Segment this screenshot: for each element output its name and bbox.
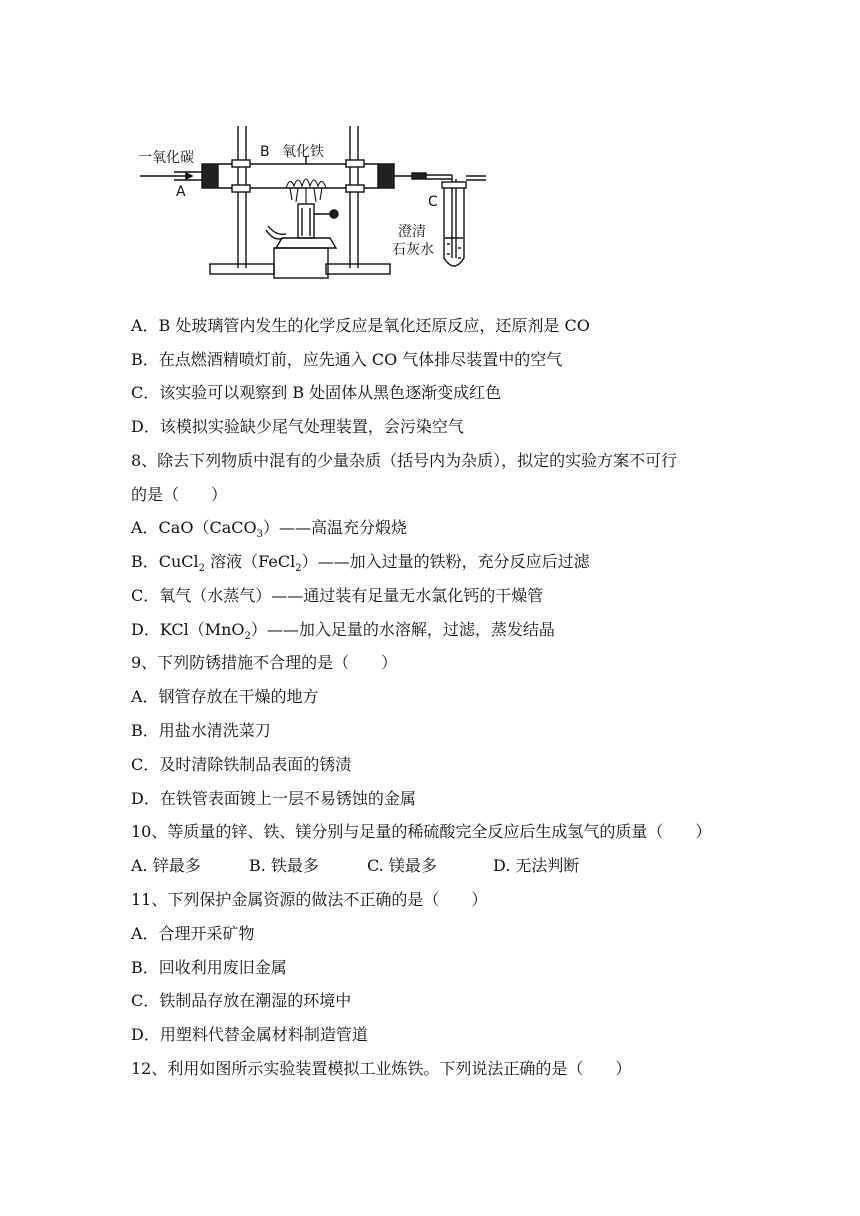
q11-option-d: D．用塑料代替金属材料制造管道 (131, 1025, 368, 1044)
q7-option-a: A．B 处玻璃管内发生的化学反应是氧化还原反应，还原剂是 CO (131, 316, 590, 335)
q8-option-b-sub2: 2 (295, 563, 302, 575)
q10-option-c: C. 镁最多 (367, 856, 437, 875)
q11-stem: 11、下列保护金属资源的做法不正确的是（ ） (131, 890, 488, 909)
label-carbon-monoxide: 一氧化碳 (138, 150, 194, 166)
q8-option-a-sub: 3 (256, 529, 263, 541)
q12-stem: 12、利用如图所示实验装置模拟工业炼铁。下列说法正确的是（ ） (131, 1059, 632, 1078)
q7-option-b: B．在点燃酒精喷灯前，应先通入 CO 气体排尽装置中的空气 (131, 350, 563, 369)
q8-option-a-post: ）——高温充分煅烧 (262, 518, 407, 537)
label-iron-oxide: 氧化铁 (282, 144, 324, 160)
q8-option-b-mid: 溶液（FeCl (205, 552, 296, 571)
q8-option-d (131, 620, 555, 643)
q7-option-d: D．该模拟实验缺少尾气处理装置，会污染空气 (131, 417, 464, 436)
q8-option-b (131, 552, 590, 575)
q9-option-b: B．用盐水清洗菜刀 (131, 721, 271, 740)
q8-option-b-sub1: 2 (198, 563, 206, 575)
q9-option-c: C．及时清除铁制品表面的锈渍 (131, 755, 352, 774)
label-point-b: B (260, 144, 270, 160)
q8-option-a-pre: A．CaO（CaCO (131, 518, 257, 537)
q10-option-d: D. 无法判断 (493, 856, 580, 875)
apparatus-drawing (126, 118, 498, 286)
q9-option-a: A．钢管存放在干燥的地方 (131, 687, 319, 706)
q9-option-d: D．在铁管表面镀上一层不易锈蚀的金属 (131, 789, 416, 808)
q8-option-c: C．氧气（水蒸气）——通过装有足量无水氯化钙的干燥管 (131, 586, 544, 605)
q11-option-c: C．铁制品存放在潮湿的环境中 (131, 991, 352, 1010)
q9-stem: 9、下列防锈措施不合理的是（ ） (131, 653, 398, 672)
q10-option-a: A. 锌最多 (131, 856, 201, 875)
q10-options-row (131, 856, 579, 876)
q10-stem: 10、等质量的锌、铁、镁分别与足量的稀硫酸完全反应后生成氢气的质量（ ） (131, 822, 712, 841)
label-limewater-2: 石灰水 (392, 242, 434, 258)
q11-option-b: B．回收利用废旧金属 (131, 958, 287, 977)
q8-option-d-post: ）——加入足量的水溶解，过滤，蒸发结晶 (250, 620, 555, 639)
q7-option-c: C．该实验可以观察到 B 处固体从黑色逐渐变成红色 (131, 383, 502, 402)
q8-option-d-pre: D．KCl（MnO (131, 620, 245, 639)
q10-option-b: B. 铁最多 (249, 856, 319, 875)
label-limewater-1: 澄清 (398, 224, 426, 240)
apparatus-figure (126, 118, 498, 286)
q8-stem-line-2: 的是（ ） (131, 485, 228, 504)
q11-option-a: A．合理开采矿物 (131, 924, 255, 943)
label-point-a: A (176, 184, 186, 200)
q8-option-b-pre: B．CuCl (131, 552, 199, 571)
q8-option-b-post: ）——加入过量的铁粉，充分反应后过滤 (301, 552, 590, 571)
q8-option-a (131, 518, 407, 541)
q8-stem-line-1: 8、除去下列物质中混有的少量杂质（括号内为杂质），拟定的实验方案不可行 (131, 451, 678, 470)
q8-option-d-sub: 2 (244, 631, 251, 643)
label-point-c: C (428, 194, 438, 210)
